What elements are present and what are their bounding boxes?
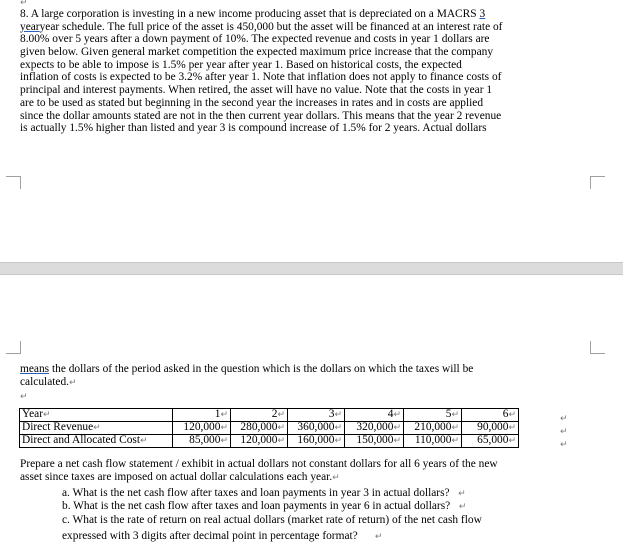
table-row	[20, 435, 519, 448]
return-icon: ↵	[20, 392, 28, 403]
return-icon: ↵	[508, 410, 516, 420]
table-cell: Year↵	[20, 409, 173, 422]
table-cell: 1↵	[173, 409, 231, 422]
table-cell: 120,000↵	[173, 422, 231, 435]
problem-statement	[20, 8, 580, 135]
problem-line: yearyear schedule. The full price of the asset is 450,000 but the asset will be financed at an interest rate of	[20, 20, 503, 33]
return-icon: ↵	[374, 532, 383, 543]
return-icon: ↵	[334, 423, 342, 433]
continued-word: means	[20, 363, 50, 375]
page-corner-mark	[590, 176, 605, 189]
table-cell: 65,000↵	[462, 435, 519, 448]
questions-list	[62, 487, 562, 543]
return-icon: ↵	[393, 436, 401, 446]
row-end-mark: ↵	[560, 414, 568, 424]
problem-line: expects to be able to impose is 1.5% per year after year 1. Based on historical costs, the expected	[20, 58, 462, 71]
return-icon: ↵	[220, 410, 228, 420]
return-icon: ↵	[334, 436, 342, 446]
return-icon: ↵	[220, 436, 228, 446]
page-corner-mark	[590, 341, 605, 354]
return-icon: ↵	[451, 436, 459, 446]
problem-line: is actually 1.5% higher than listed and year 3 is compound increase of 1.5% for 2 years. Actual dollars	[20, 122, 487, 135]
problem-line: inflation of costs is expected to be 3.2% after year 1. Note that inflation does not apply to finance costs of	[20, 71, 502, 84]
return-icon: ↵	[140, 436, 148, 446]
table-cell: 150,000↵	[345, 435, 404, 448]
return-icon: ↵	[20, 0, 28, 8]
problem-line-2-rest: year schedule. The full price of the asset is 450,000 but the asset will be financed at an interest rate of	[39, 20, 503, 33]
table-cell: 160,000↵	[288, 435, 345, 448]
question-c: c. What is the rate of return on real actual dollars (market rate of return) of the net cash flow	[62, 514, 482, 527]
return-icon: ↵	[332, 472, 340, 483]
macrs-years: 3	[479, 8, 486, 20]
table-cell: 6↵	[462, 409, 519, 422]
problem-line: 8.00% over 5 years after a down payment of 10%. The expected revenue and costs in year 1 dollars are	[20, 33, 490, 46]
table-cell: 5↵	[404, 409, 462, 422]
table-cell: 320,000↵	[345, 422, 404, 435]
instructions-paragraph: Prepare a net cash flow statement / exhibit in actual dollars not constant dollars for all 6 years of the new asset since taxes are imposed on actual dollar calculations each year.↵	[20, 458, 498, 483]
return-icon: ↵	[220, 423, 228, 433]
return-icon: ↵	[43, 410, 51, 420]
table-cell: 110,000↵	[404, 435, 462, 448]
return-icon: ↵	[393, 423, 401, 433]
question-b: b. What is the net cash flow after taxes and loan payments in year 6 in actual dollars? ↵	[62, 499, 467, 512]
problem-line: since the dollar amounts stated are not in the then current year dollars. This means that the year 2 revenue	[20, 109, 502, 122]
problem-line: are to be used as stated but beginning in the second year the increases in rates and in costs are applied	[20, 96, 484, 109]
problem-line: principal and interest payments. When retired, the asset will have no value. Note that the costs in year 1	[20, 84, 493, 97]
return-icon: ↵	[458, 501, 467, 512]
table-cell: 85,000↵	[173, 435, 231, 448]
return-icon: ↵	[451, 423, 459, 433]
table-cell: 360,000↵	[288, 422, 345, 435]
return-icon: ↵	[277, 423, 285, 433]
return-icon: ↵	[508, 423, 516, 433]
page-break-separator	[0, 262, 623, 275]
question-a: a. What is the net cash flow after taxes and loan payments in year 3 in actual dollars? ↵	[62, 487, 466, 499]
table-cell: 280,000↵	[231, 422, 288, 435]
return-icon: ↵	[334, 410, 342, 420]
page-corner-mark	[6, 176, 21, 189]
row-end-mark: ↵	[560, 427, 568, 437]
table-cell: 90,000↵	[462, 422, 519, 435]
table-header-row	[20, 409, 519, 422]
return-icon: ↵	[277, 410, 285, 420]
table-cell: 4↵	[345, 409, 404, 422]
table-row	[20, 422, 519, 435]
table-cell: 120,000↵	[231, 435, 288, 448]
return-icon: ↵	[393, 410, 401, 420]
row-end-mark: ↵	[560, 440, 568, 450]
return-icon: ↵	[277, 436, 285, 446]
return-icon: ↵	[69, 377, 77, 388]
return-icon: ↵	[458, 489, 466, 499]
return-icon: ↵	[451, 410, 459, 420]
table-cell: 3↵	[288, 409, 345, 422]
revenue-cost-table	[19, 408, 519, 448]
table-cell: 210,000↵	[404, 422, 462, 435]
page-corner-mark	[6, 341, 21, 354]
question-c-cont: expressed with 3 digits after decimal point in percentage format? ↵	[62, 530, 383, 543]
problem-line: given below. Given general market competition the expected maximum price increase that the company	[20, 46, 494, 59]
problem-line: 8. A large corporation is investing in a new income producing asset that is depreciated on a MACRS 3	[20, 8, 486, 20]
return-icon: ↵	[93, 423, 101, 433]
table-cell: 2↵	[231, 409, 288, 422]
table-cell: Direct Revenue↵	[20, 422, 173, 435]
return-icon: ↵	[508, 436, 516, 446]
table-cell: Direct and Allocated Cost↵	[20, 435, 173, 448]
continuation-paragraph: means the dollars of the period asked in the question which is the dollars on which the taxes will be calculated.↵ ↵	[20, 363, 474, 403]
